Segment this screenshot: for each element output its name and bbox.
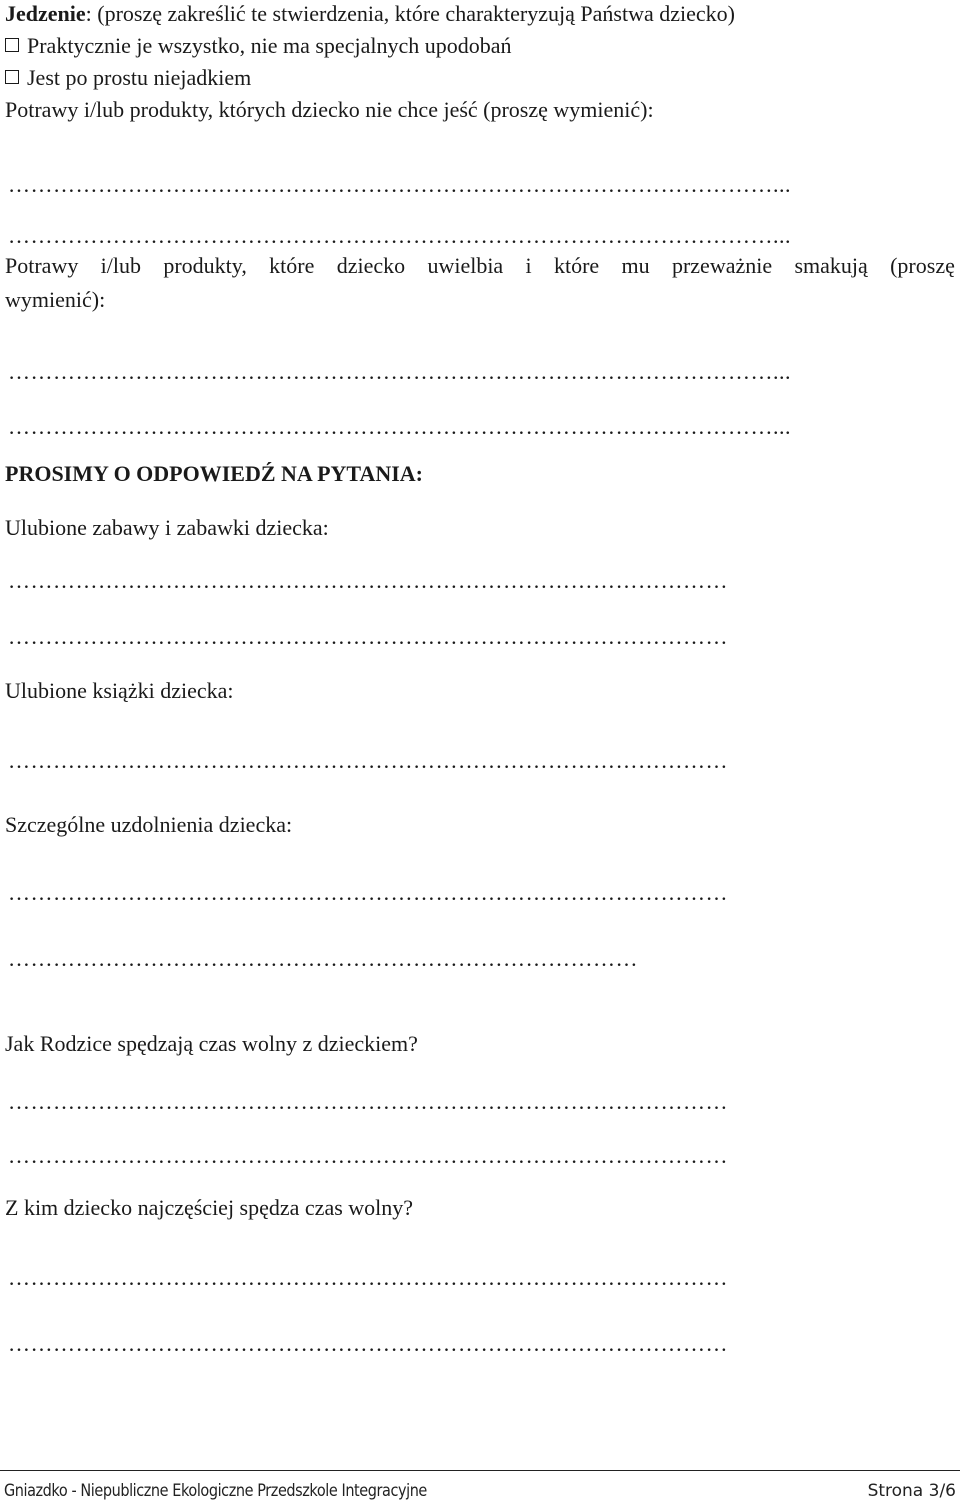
page-footer (0, 1470, 960, 1512)
free-time-label: Jak Rodzice spędzają czas wolny z dzieckiem? (5, 1031, 418, 1056)
answer-line[interactable]: …………………………………………………………………………………… (8, 1265, 728, 1290)
checkbox-icon[interactable] (5, 38, 19, 52)
word: i/lub (100, 253, 141, 278)
answer-line[interactable]: …………………………………………………………………………………………... (8, 414, 791, 439)
word: mu (621, 253, 650, 278)
likes-label-continued: wymienić): (5, 287, 106, 312)
checkbox-icon[interactable] (5, 70, 19, 84)
word: przeważnie (671, 253, 773, 278)
word: i (525, 253, 532, 278)
option-label: Jest po prostu niejadkiem (27, 65, 252, 90)
section-instructions: : (proszę zakreślić te stwierdzenia, które charakteryzują Państwa dziecko) (85, 1, 735, 26)
books-label: Ulubione książki dziecka: (5, 678, 234, 703)
with-whom-label: Z kim dziecko najczęściej spędza czas wolny? (5, 1195, 414, 1220)
option-picky-eater[interactable] (5, 65, 251, 91)
word: które (269, 253, 315, 278)
word: (proszę (890, 253, 955, 278)
likes-label (5, 253, 955, 279)
dislikes-label: Potrawy i/lub produkty, których dziecko nie chce jeść (proszę wymienić): (5, 97, 654, 122)
answer-line[interactable]: …………………………………………………………………………………………... (8, 223, 791, 248)
talents-label: Szczególne uzdolnienia dziecka: (5, 812, 293, 837)
answer-line[interactable]: ………………………………………………………………………… (8, 946, 638, 971)
section-food-header (5, 1, 735, 27)
answer-line[interactable]: …………………………………………………………………………………… (8, 568, 728, 593)
footer-school-name: Gniazdko - Niepubliczne Ekologiczne Przedszkole Integracyjne (4, 1481, 427, 1501)
option-eats-everything[interactable] (5, 33, 511, 59)
answer-line[interactable]: …………………………………………………………………………………………... (8, 359, 791, 384)
word: które (553, 253, 600, 278)
answer-line[interactable]: …………………………………………………………………………………… (8, 748, 728, 773)
answer-line[interactable]: …………………………………………………………………………………… (8, 880, 728, 905)
word: smakują (794, 253, 868, 278)
toys-label: Ulubione zabawy i zabawki dziecka: (5, 515, 329, 540)
answer-line[interactable]: …………………………………………………………………………………… (8, 1143, 728, 1168)
answer-line[interactable]: …………………………………………………………………………………… (8, 624, 728, 649)
word: produkty, (163, 253, 247, 278)
questions-heading: PROSIMY O ODPOWIEDŹ NA PYTANIA: (5, 461, 424, 486)
section-title: Jedzenie (5, 1, 86, 26)
word: dziecko (336, 253, 406, 278)
footer-page-number: Strona 3/6 (867, 1481, 956, 1501)
answer-line[interactable]: …………………………………………………………………………………… (8, 1089, 728, 1114)
answer-line[interactable]: …………………………………………………………………………………… (8, 1331, 728, 1356)
word: uwielbia (427, 253, 504, 278)
word: Potrawy (5, 253, 79, 278)
option-label: Praktycznie je wszystko, nie ma specjalnych upodobań (27, 33, 512, 58)
answer-line[interactable]: …………………………………………………………………………………………... (8, 172, 791, 197)
